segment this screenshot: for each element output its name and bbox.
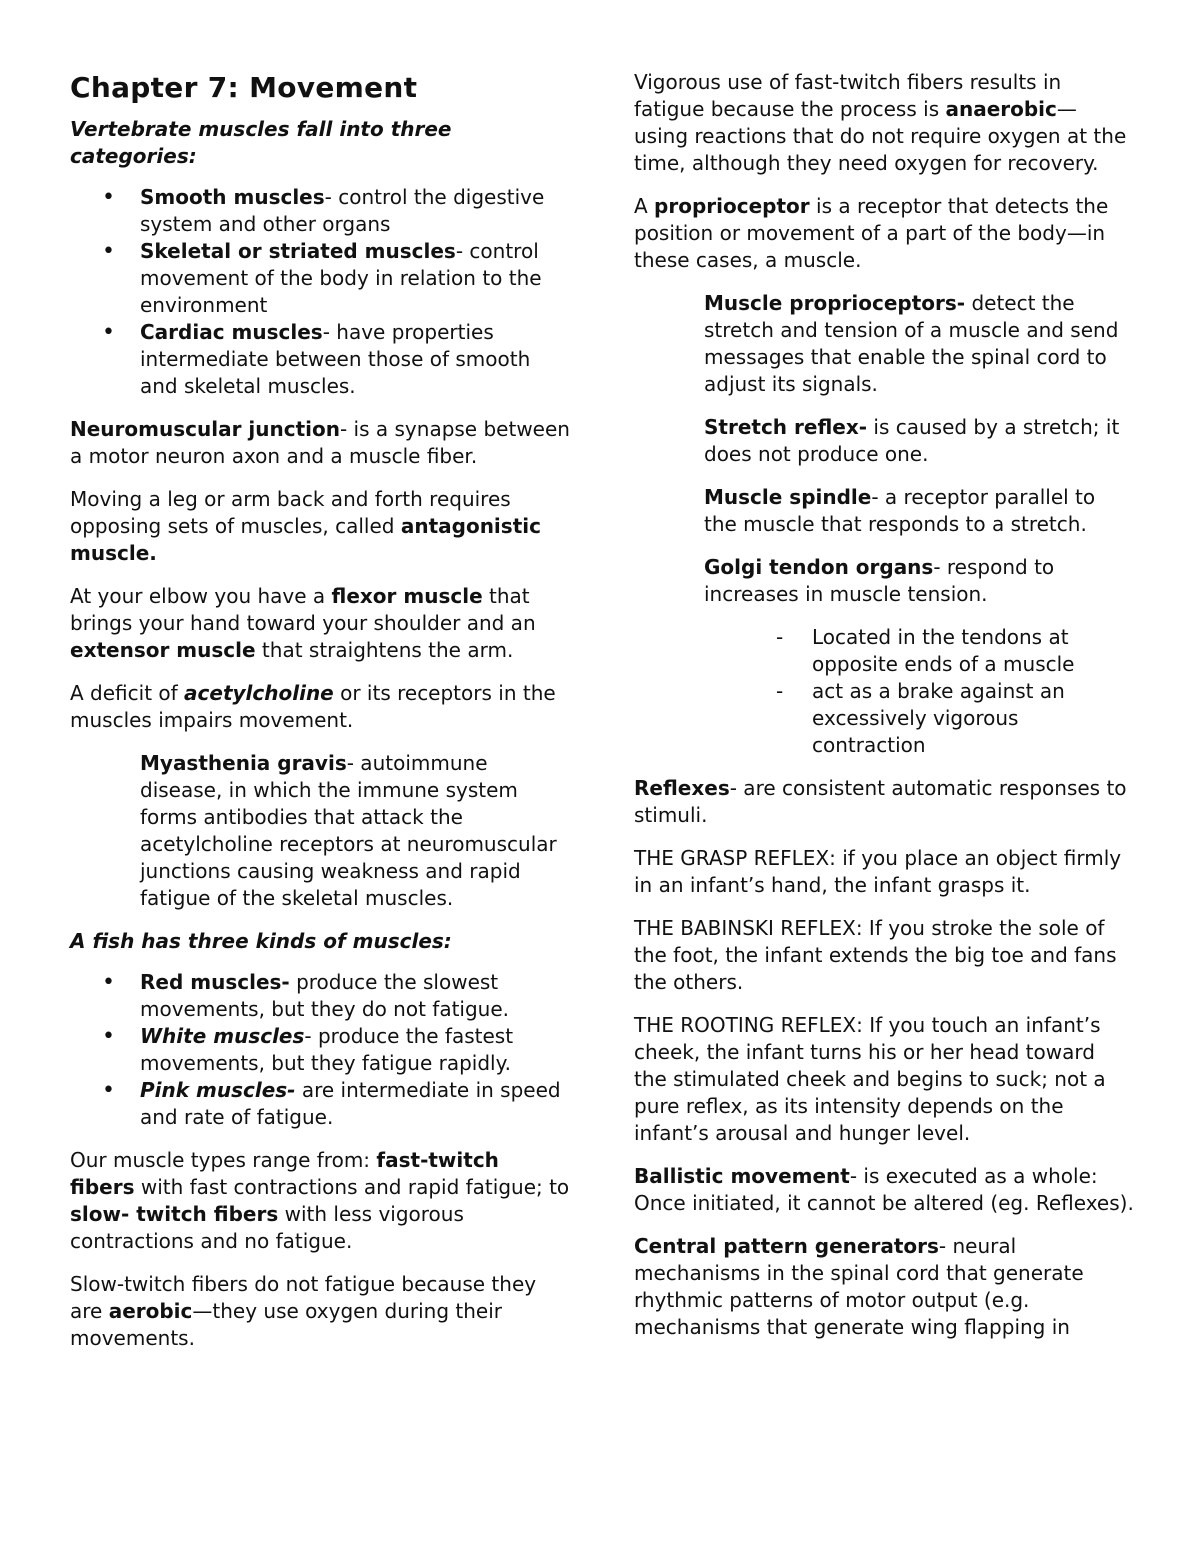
fast-twitch-paragraph: Vigorous use of fast-twitch fibers results in fatigue because the process is anaerobic— using reactions that do not require oxygen at the time, although they need oxygen for recovery. xyxy=(634,70,1127,175)
proprioceptor-paragraph: A proprioceptor is a receptor that detects the position or movement of a part of the body—in these cases, a muscle. xyxy=(634,194,1109,272)
list-item: • White muscles- produce the fastest movements, but they fatigue rapidly. xyxy=(140,1023,570,1077)
cpg-paragraph: Central pattern generators- neural mechanisms in the spinal cord that generate rhythmic patterns of motor output (e.g. mechanisms that generate wing flapping in xyxy=(634,1234,1084,1339)
grasp-reflex-paragraph: THE GRASP REFLEX: if you place an object firmly in an infant’s hand, the infant grasps it. xyxy=(634,846,1122,897)
muscle-spindle-paragraph: Muscle spindle- a receptor parallel to the muscle that responds to a stretch. xyxy=(704,485,1096,536)
right-column xyxy=(634,69,1134,1357)
slow-twitch-paragraph: Slow-twitch fibers do not fatigue because they are aerobic—they use oxygen during their movements. xyxy=(70,1272,537,1350)
muscle-proprioceptors-paragraph: Muscle proprioceptors- detect the stretch and tension of a muscle and send messages that enable the spinal cord to adjust its signals. xyxy=(704,291,1119,396)
list-item: • Skeletal or striated muscles- control movement of the body in relation to the environment xyxy=(140,238,570,319)
fish-heading: A fish has three kinds of muscles: xyxy=(70,929,452,953)
page-title: Chapter 7: Movement xyxy=(70,71,418,104)
list-item: • Red muscles- produce the slowest movements, but they do not fatigue. xyxy=(140,969,570,1023)
myasthenia-paragraph: Myasthenia gravis- autoimmune disease, in which the immune system forms antibodies that attack the acetylcholine receptors at neuromuscular junctions causing weakness and rapid fatigue of the skeletal muscles. xyxy=(140,751,557,910)
neuromuscular-paragraph: Neuromuscular junction- is a synapse between a motor neuron axon and a muscle fiber. xyxy=(70,417,570,468)
list-item: - Located in the tendons at opposite ends of a muscle xyxy=(812,624,1134,678)
rooting-reflex-paragraph: THE ROOTING REFLEX: If you touch an infant’s cheek, the infant turns his or her head toward the stimulated cheek and begins to suck; not a pure reflex, as its intensity depends on the infant’s arousal and hunger level. xyxy=(634,1013,1106,1145)
stretch-reflex-paragraph: Stretch reflex- is caused by a stretch; it does not produce one. xyxy=(704,415,1120,466)
list-item: - act as a brake against an excessively vigorous contraction xyxy=(812,678,1134,759)
antagonistic-paragraph: Moving a leg or arm back and forth requires opposing sets of muscles, called antagonistic muscle. xyxy=(70,487,541,565)
list-item: • Cardiac muscles- have properties intermediate between those of smooth and skeletal muscles. xyxy=(140,319,570,400)
list-item: • Smooth muscles- control the digestive system and other organs xyxy=(140,184,570,238)
golgi-points xyxy=(634,624,1134,759)
elbow-paragraph: At your elbow you have a flexor muscle that brings your hand toward your shoulder and an extensor muscle that straightens the arm. xyxy=(70,584,536,662)
left-column xyxy=(70,70,570,1368)
vertebrate-list xyxy=(70,184,570,400)
golgi-paragraph: Golgi tendon organs- respond to increases in muscle tension. xyxy=(704,555,1055,606)
vertebrate-heading: Vertebrate muscles fall into three categories: xyxy=(70,117,452,168)
fish-list xyxy=(70,969,570,1131)
babinski-reflex-paragraph: THE BABINSKI REFLEX: If you stroke the sole of the foot, the infant extends the big toe and fans the others. xyxy=(634,916,1117,994)
list-item: • Pink muscles- are intermediate in speed and rate of fatigue. xyxy=(140,1077,570,1131)
acetylcholine-paragraph: A deficit of acetylcholine or its receptors in the muscles impairs movement. xyxy=(70,681,556,732)
ballistic-paragraph: Ballistic movement- is executed as a whole: Once initiated, it cannot be altered (eg. Reflexes). xyxy=(634,1164,1134,1215)
muscle-types-paragraph: Our muscle types range from: fast-twitch fibers with fast contractions and rapid fatigue; to slow- twitch fibers with less vigorous contractions and no fatigue. xyxy=(70,1148,570,1253)
reflexes-paragraph: Reflexes- are consistent automatic responses to stimuli. xyxy=(634,776,1127,827)
